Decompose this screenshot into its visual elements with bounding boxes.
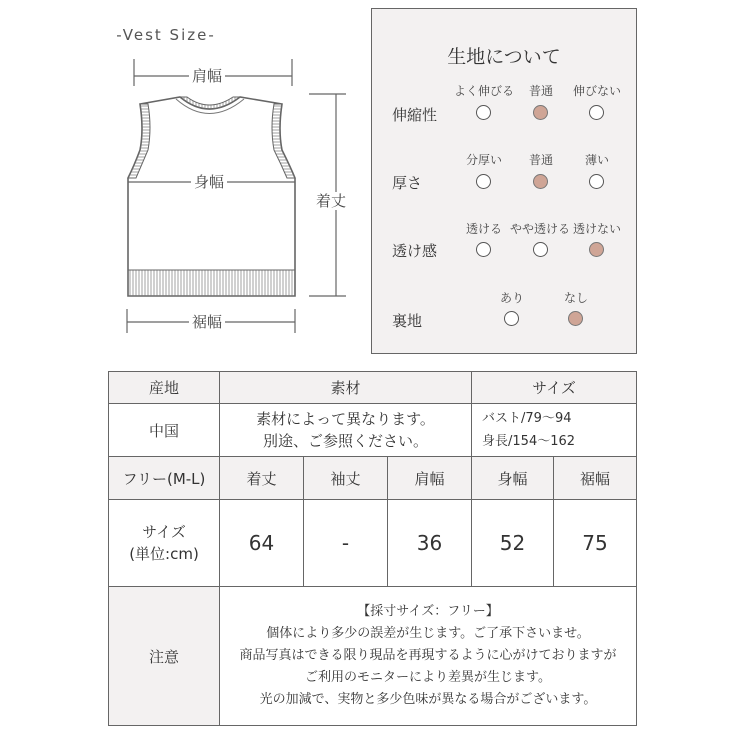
spec-table <box>108 371 637 726</box>
material-line: 素材によって異なります。 <box>256 410 435 428</box>
measure-value: - <box>304 500 388 587</box>
lining-option-circle-selected <box>568 311 583 326</box>
notes-line: 商品写真はできる限り現品を再現するように心がけておりますが <box>239 648 617 663</box>
unit-label-line: サイズ <box>142 523 186 541</box>
sheerness-option-circle <box>476 242 491 257</box>
measure-header: 裾幅 <box>554 457 637 500</box>
measure-value: 36 <box>388 500 472 587</box>
sheerness-option-circle <box>533 242 548 257</box>
notes-body <box>220 587 637 726</box>
thickness-label: 厚さ <box>392 174 423 192</box>
thickness-option-label: 薄い <box>584 153 609 167</box>
hem-width-label: 裾幅 <box>189 313 225 331</box>
lining-label: 裏地 <box>392 312 423 330</box>
stretch-option-circle <box>589 105 604 120</box>
size-value <box>472 404 637 457</box>
fabric-title: 生地について <box>447 46 561 68</box>
measure-header: 肩幅 <box>388 457 472 500</box>
fabric-info-panel <box>371 8 637 354</box>
stretch-option-label: 伸びない <box>572 84 621 98</box>
unit-label-line: (単位:cm) <box>129 545 199 563</box>
armhole-rib-left <box>128 104 150 178</box>
length-label: 着丈 <box>313 192 349 210</box>
lining-option-label: なし <box>563 291 588 305</box>
armhole-rib-right <box>272 104 295 178</box>
body-width-label: 身幅 <box>191 173 227 191</box>
sheerness-label: 透け感 <box>392 242 438 260</box>
stretch-option-label: よく伸びる <box>453 84 514 98</box>
measure-header: 身幅 <box>472 457 554 500</box>
sheerness-option-label: やや透ける <box>509 222 570 236</box>
sheerness-option-label: 透けない <box>572 222 621 236</box>
thickness-option-label: 分厚い <box>465 153 502 167</box>
material-header: 素材 <box>220 372 472 404</box>
notes-line: 【採寸サイズ：フリー】 <box>357 604 499 619</box>
notes-line: ご利用のモニターにより差異が生じます。 <box>305 670 551 685</box>
thickness-option-circle <box>589 174 604 189</box>
hem-rib <box>128 270 295 296</box>
material-line: 別途、ご参照ください。 <box>263 432 429 450</box>
size-line: 身長/154～162 <box>482 434 576 449</box>
origin-header: 産地 <box>109 372 220 404</box>
stretch-label: 伸縮性 <box>392 106 438 124</box>
size-row-label: フリー(M-L) <box>109 457 220 500</box>
thickness-option-circle-selected <box>533 174 548 189</box>
notes-line: 光の加減で、実物と多少色味が異なる場合がございます。 <box>259 692 597 707</box>
stretch-option-circle <box>476 105 491 120</box>
measure-header: 袖丈 <box>304 457 388 500</box>
neck-rib <box>180 97 240 109</box>
measure-value: 52 <box>472 500 554 587</box>
thickness-option-label: 普通 <box>528 153 553 167</box>
sheerness-option-circle-selected <box>589 242 604 257</box>
stretch-option-circle-selected <box>533 105 548 120</box>
thickness-option-circle <box>476 174 491 189</box>
origin-value: 中国 <box>109 404 220 457</box>
lining-option-label: あり <box>499 291 524 305</box>
measure-value: 64 <box>220 500 304 587</box>
measure-header: 着丈 <box>220 457 304 500</box>
unit-label <box>109 500 220 587</box>
vest-size-title: -Vest Size- <box>116 26 216 44</box>
notes-label: 注意 <box>109 587 220 726</box>
lining-option-circle <box>504 311 519 326</box>
shoulder-label: 肩幅 <box>189 67 225 85</box>
stretch-option-label: 普通 <box>528 84 553 98</box>
size-header: サイズ <box>472 372 637 404</box>
sheerness-option-label: 透ける <box>465 222 502 236</box>
size-line: バスト/79～94 <box>482 411 572 426</box>
measure-value: 75 <box>554 500 637 587</box>
vest-outline <box>128 97 295 296</box>
material-value <box>220 404 472 457</box>
notes-line: 個体により多少の誤差が生じます。ご了承下さいませ。 <box>266 626 590 641</box>
